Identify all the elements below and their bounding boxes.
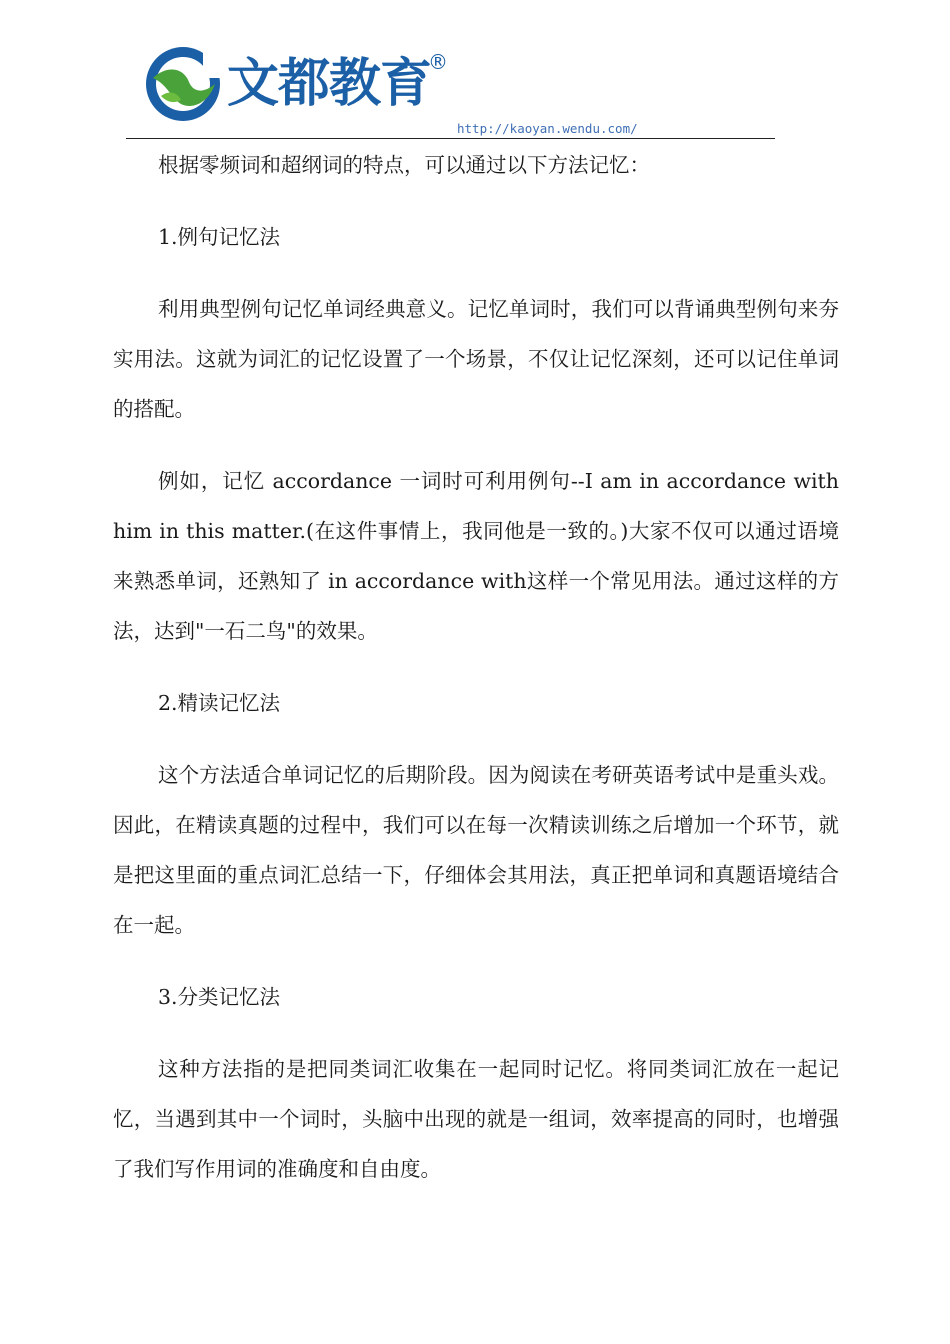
section-3-paragraph-1: 这种方法指的是把同类词汇收集在一起同时记忆。将同类词汇放在一起记忆，当遇到其中一个词时，头脑中出现的就是一组词，效率提高的同时，也增强了我们写作用词的准确度和自由度。 xyxy=(113,1057,839,1181)
section-heading-classification: 3.分类记忆法 xyxy=(158,985,281,1009)
spacer xyxy=(113,434,839,456)
document-body xyxy=(113,140,839,1194)
spacer xyxy=(113,1022,839,1044)
wendu-logo xyxy=(143,44,453,124)
spacer xyxy=(113,656,839,678)
section-heading-intensive-reading: 2.精读记忆法 xyxy=(158,691,281,715)
spacer xyxy=(113,950,839,972)
header-url-link[interactable]: http://kaoyan.wendu.com/ xyxy=(457,121,638,136)
logo-text: 文都教育 xyxy=(227,54,432,114)
spacer xyxy=(113,262,839,284)
spacer xyxy=(113,728,839,750)
spacer xyxy=(113,190,839,212)
page-header xyxy=(0,0,950,145)
section-heading-example-sentence: 1.例句记忆法 xyxy=(158,225,281,249)
section-1-paragraph-1: 利用典型例句记忆单词经典意义。记忆单词时，我们可以背诵典型例句来夯实用法。这就为词汇的记忆设置了一个场景，不仅让记忆深刻，还可以记住单词的搭配。 xyxy=(113,297,839,421)
section-2-paragraph-1: 这个方法适合单词记忆的后期阶段。因为阅读在考研英语考试中是重头戏。因此，在精读真题的过程中，我们可以在每一次精读训练之后增加一个环节，就是把这里面的重点词汇总结一下，仔细体会其用法，真正把单词和真题语境结合在一起。 xyxy=(113,763,839,937)
registered-mark: ® xyxy=(428,50,448,74)
section-1-paragraph-2: 例如，记忆 accordance 一词时可利用例句--I am in accordance with him in this matter.(在这件事情上，我同他是一致的。)大家不仅可以通过语境来熟悉单词，还熟知了 in accordance with这样一个常见用法。通过这样的方法，达到"一石二鸟"的效果。 xyxy=(113,469,839,643)
intro-paragraph: 根据零频词和超纲词的特点，可以通过以下方法记忆： xyxy=(158,153,650,177)
header-divider xyxy=(126,138,775,139)
wendu-logo-mark-icon xyxy=(143,44,223,124)
